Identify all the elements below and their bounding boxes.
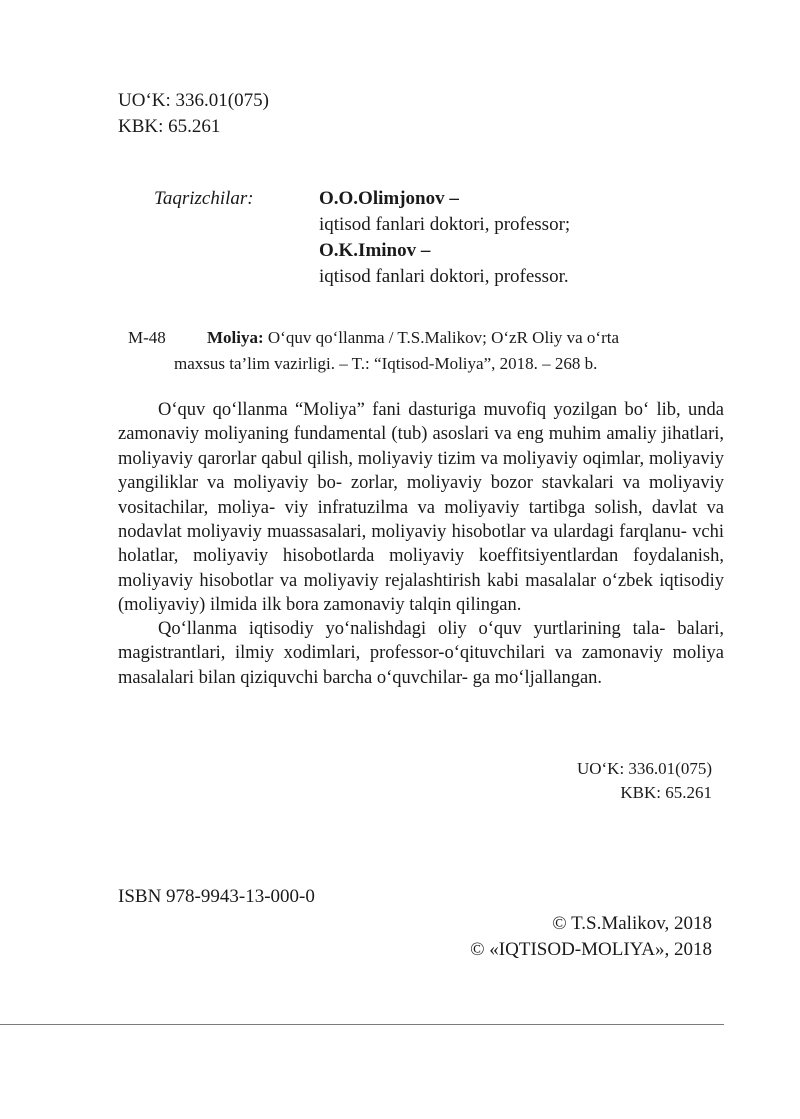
reviewers-label: Taqrizchilar: <box>154 188 254 209</box>
udk-code-bottom: UO‘K: 336.01(075) <box>576 759 712 778</box>
catalog-entry-line-2: maxsus ta’lim vazirligi. – T.: “Iqtisod-Moliya”, 2018. – 268 b. <box>174 354 598 373</box>
catalog-entry-line-1 <box>207 326 619 350</box>
classification-block-top <box>118 88 269 140</box>
reviewer-title-2: iqtisod fanlari doktori, professor. <box>319 266 569 287</box>
bbk-code-bottom: KBK: 65.261 <box>620 783 712 802</box>
reviewer-name-2: O.K.Iminov – <box>319 240 431 261</box>
catalog-description: O‘quv qo‘llanma / T.S.Malikov; O‘zR Oliy va o‘rta <box>263 328 620 347</box>
classification-block-bottom <box>577 757 712 805</box>
abstract-paragraph-1: O‘quv qo‘llanma “Moliya” fani dasturiga muvofiq yozilgan bo‘ lib, unda zamonaviy moliyaning fundamental (tub) asoslari va eng muhim amaliy jihatlari, moliyaviy qarorlar qabul qilish, moliyaviy tizim va moliyaviy oqimlar, moliyaviy yangiliklar va moliyaviy bo- zorlar, moliyaviy bozor stavkalari va moliyaviy vositachilar, moliya- viy infratuzilma va moliyaviy tartibga solish, davlat va nodavlat moliyaviy muassasalari, moliyaviy hisobotlar va ulardagi farqlanu- vchi holatlar, moliyaviy hisobotlarda moliyaviy koeffitsiyentlardan foydalanish, moliyaviy hisobotlar va moliyaviy rejalashtirish kabi masalalar o‘zbek iqtisodiy (moliyaviy) ilmida ilk bora zamonaviy talqin qilingan. <box>118 400 724 616</box>
isbn: ISBN 978-9943-13-000-0 <box>118 886 315 907</box>
catalog-title: Moliya: <box>207 328 264 347</box>
copyright-author: © T.S.Malikov, 2018 <box>552 913 712 934</box>
reviewer-title-1: iqtisod fanlari doktori, professor; <box>319 214 571 235</box>
bbk-code: KBK: 65.261 <box>118 116 221 137</box>
copyright-block <box>470 911 712 963</box>
reviewer-name-1: O.O.Olimjonov – <box>319 188 459 209</box>
abstract-paragraph-2: Qo‘llanma iqtisodiy yo‘nalishdagi oliy o‘quv yurtlarining tala- balari, magistrantlari, ilmiy xodimlari, professor-o‘qituvchilari va zamonaviy moliya masalalari bilan qiziquvchi barcha o‘quvchilar- ga mo‘ljallangan. <box>118 619 724 688</box>
copyright-publisher: © «IQTISOD-MOLIYA», 2018 <box>470 939 712 960</box>
catalog-code: M-48 <box>128 328 166 347</box>
footer-divider <box>0 1024 724 1025</box>
udk-code: UO‘K: 336.01(075) <box>118 90 269 111</box>
